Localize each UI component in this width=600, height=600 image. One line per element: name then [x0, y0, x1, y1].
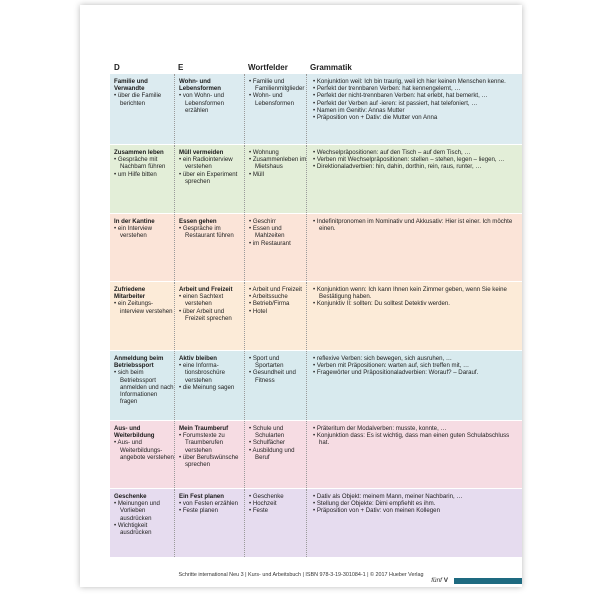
- e-title: Mein Traumberuf: [179, 425, 229, 432]
- d-item: • ein Zeitungsinterview verstehen: [114, 300, 174, 314]
- wortfeld-item: • Sport und Sportarten: [249, 355, 307, 369]
- folio-roman: V: [443, 577, 448, 584]
- column-e-cell: [174, 74, 249, 144]
- e-item: • von Wohn- und Lebensformen erzählen: [179, 92, 245, 114]
- d-item: • Meinungen und Vorlieben ausdrücken: [114, 500, 174, 522]
- grammatik-cell: [306, 74, 522, 144]
- e-item: • über ein Experiment sprechen: [179, 171, 245, 185]
- e-item: • eine Informationsbroschüre verstehen: [179, 362, 245, 384]
- e-item: • ein Radiointerview verstehen: [179, 156, 245, 170]
- header-wortfelder: Wortfelder: [248, 63, 288, 72]
- d-item: • sich beim Betriebssport anmelden und nach Informationen fragen: [114, 369, 174, 405]
- e-item: • von Festen erzählen: [179, 500, 245, 507]
- wortfeld-item: • Arbeit und Freizeit: [249, 286, 307, 293]
- wortfelder-cell: [244, 74, 311, 144]
- grammatik-cell: [306, 489, 522, 557]
- wortfeld-item: • Wohn- und Lebensformen: [249, 92, 307, 106]
- grammatik-item: • Stellung der Objekte: Dimi empfiehlt es ihm.: [313, 500, 518, 507]
- column-d-cell: [110, 421, 178, 488]
- wortfeld-item: • Ausbildung und Beruf: [249, 447, 307, 461]
- grammatik-item: • Namen im Genitiv: Annas Mutter: [313, 107, 518, 114]
- grammatik-item: • Präposition von + Dativ: von meinen Kollegen: [313, 507, 518, 514]
- wortfeld-item: • Geschenke: [249, 493, 307, 500]
- grammatik-item: • Perfekt der trennbaren Verben: hat kennengelernt, …: [313, 85, 518, 92]
- wortfeld-item: • Hotel: [249, 308, 307, 315]
- d-item: • ein Interview verstehen: [114, 225, 174, 239]
- wortfelder-cell: [244, 282, 311, 350]
- wortfelder-cell: [244, 351, 311, 420]
- wortfelder-cell: [244, 489, 311, 557]
- grammatik-item: • Perfekt der Verben auf -ieren: ist passiert, hat telefoniert, …: [313, 100, 518, 107]
- grammatik-item: • Perfekt der nicht-trennbaren Verben: hat erlebt, hat bemerkt, …: [313, 92, 518, 99]
- column-e-cell: [174, 351, 249, 420]
- grammatik-item: • Präteritum der Modalverben: musste, konnte, …: [313, 425, 518, 432]
- grammatik-item: • reflexive Verben: sich bewegen, sich ausruhen, …: [313, 355, 518, 362]
- column-d-cell: [110, 282, 178, 350]
- e-title: Aktiv bleiben: [179, 355, 217, 362]
- d-title: Aus- und Weiterbildung: [114, 425, 155, 440]
- grammatik-item: • Verben mit Wechselpräpositionen: stellen – stehen, legen – liegen, …: [313, 156, 518, 163]
- column-d-cell: [110, 214, 178, 281]
- lesson-row: [110, 421, 522, 488]
- footer-credit: Schritte international Neu 3 | Kurs- und Arbeitsbuch | ISBN 978-3-19-301084-1 | © 2017 Hueber Verlag: [178, 572, 424, 578]
- lesson-row: [110, 214, 522, 281]
- d-title: Anmeldung beim Betriebssport: [114, 355, 164, 370]
- header-grammatik: Grammatik: [310, 63, 352, 72]
- column-e-cell: [174, 421, 249, 488]
- wortfeld-item: • Schule und Schularten: [249, 425, 307, 439]
- lesson-row: [110, 145, 522, 213]
- column-e-cell: [174, 282, 249, 350]
- lesson-row: [110, 74, 522, 144]
- wortfeld-item: • Essen und Mahlzeiten: [249, 225, 307, 239]
- column-d-cell: [110, 351, 178, 420]
- e-item: • über Berufswünsche sprechen: [179, 454, 245, 468]
- wortfeld-item: • Geschirr: [249, 218, 307, 225]
- wortfeld-item: • Zusammenleben im Mietshaus: [249, 156, 307, 170]
- d-title: Zusammen leben: [114, 149, 164, 156]
- e-item: • Gespräche im Restaurant führen: [179, 225, 245, 239]
- e-item: • die Meinung sagen: [179, 384, 245, 391]
- d-title: Zufriedene Mitarbeiter: [114, 286, 146, 301]
- d-title: Geschenke: [114, 493, 147, 500]
- d-item: • Gespräche mit Nachbarn führen: [114, 156, 174, 170]
- grammatik-cell: [306, 351, 522, 420]
- lesson-row: [110, 351, 522, 420]
- wortfeld-item: • Betrieb/Firma: [249, 300, 307, 307]
- lesson-row: [110, 489, 522, 557]
- grammatik-item: • Dativ als Objekt: meinem Mann, meiner Nachbarin, …: [313, 493, 518, 500]
- column-e-cell: [174, 214, 249, 281]
- e-title: Arbeit und Freizeit: [179, 286, 233, 293]
- lesson-row: [110, 282, 522, 350]
- column-d-cell: [110, 145, 178, 213]
- column-e-cell: [174, 145, 249, 213]
- header-d: D: [114, 63, 120, 72]
- wortfeld-item: • Hochzeit: [249, 500, 307, 507]
- e-title: Ein Fest planen: [179, 493, 225, 500]
- grammatik-item: • Direktionaladverbien: hin, dahin, dorthin, rein, raus, runter, …: [313, 163, 518, 170]
- d-item: • über die Familie berichten: [114, 92, 174, 106]
- grammatik-item: • Konjunktion wenn: Ich kann Ihnen kein Zimmer geben, wenn Sie keine Bestätigung haben.: [313, 286, 518, 300]
- accent-bar: [454, 578, 522, 584]
- grammatik-item: • Konjunktiv II: sollten: Du solltest Detektiv werden.: [313, 300, 518, 307]
- wortfeld-item: • Gesundheit und Fitness: [249, 369, 307, 383]
- column-d-cell: [110, 74, 178, 144]
- d-title: Familie und Verwandte: [114, 78, 148, 93]
- d-item: • um Hilfe bitten: [114, 171, 174, 178]
- grammatik-cell: [306, 145, 522, 213]
- d-item: • Aus- und Weiterbildungsangebote verstehen: [114, 439, 174, 461]
- grammatik-item: • Indefinitpronomen im Nominativ und Akkusativ: Hier ist einer. Ich möchte einen.: [313, 218, 518, 232]
- book-page: [80, 5, 522, 587]
- d-title: In der Kantine: [114, 218, 155, 225]
- e-item: • über Arbeit und Freizeit sprechen: [179, 308, 245, 322]
- column-e-cell: [174, 489, 249, 557]
- grammatik-cell: [306, 421, 522, 488]
- e-item: • Feste planen: [179, 507, 245, 514]
- wortfelder-cell: [244, 421, 311, 488]
- grammatik-item: • Präposition von + Dativ: die Mutter von Anna: [313, 114, 518, 121]
- grammatik-item: • Fragewörter und Präpositionaladverbien: Worauf? – Darauf.: [313, 369, 518, 376]
- wortfeld-item: • Schulfächer: [249, 439, 307, 446]
- wortfeld-item: • Familie und Familienmitglieder: [249, 78, 307, 92]
- wortfeld-item: • Arbeitssuche: [249, 293, 307, 300]
- page-number: [431, 577, 448, 584]
- header-e: E: [178, 63, 184, 72]
- e-title: Essen gehen: [179, 218, 217, 225]
- grammatik-cell: [306, 282, 522, 350]
- grammatik-item: • Verben mit Präpositionen: warten auf, sich treffen mit, …: [313, 362, 518, 369]
- column-d-cell: [110, 489, 178, 557]
- wortfeld-item: • Müll: [249, 171, 307, 178]
- wortfeld-item: • im Restaurant: [249, 240, 307, 247]
- wortfeld-item: • Feste: [249, 507, 307, 514]
- e-title: Wohn- und Lebensformen: [179, 78, 221, 93]
- wortfelder-cell: [244, 214, 311, 281]
- grammatik-item: • Konjunktion weil: Ich bin traurig, weil ich hier keinen Menschen kenne.: [313, 78, 518, 85]
- e-item: • einen Sachtext verstehen: [179, 293, 245, 307]
- e-title: Müll vermeiden: [179, 149, 224, 156]
- d-item: • Wichtigkeit ausdrücken: [114, 522, 174, 536]
- e-item: • Forumstexte zu Traumberufen verstehen: [179, 432, 245, 454]
- grammatik-cell: [306, 214, 522, 281]
- wortfelder-cell: [244, 145, 311, 213]
- grammatik-item: • Konjunktion dass: Es ist wichtig, dass man einen guten Schulabschluss hat.: [313, 432, 518, 446]
- folio-word: fünf: [431, 577, 442, 584]
- grammatik-item: • Wechselpräpositionen: auf den Tisch – auf dem Tisch, …: [313, 149, 518, 156]
- wortfeld-item: • Wohnung: [249, 149, 307, 156]
